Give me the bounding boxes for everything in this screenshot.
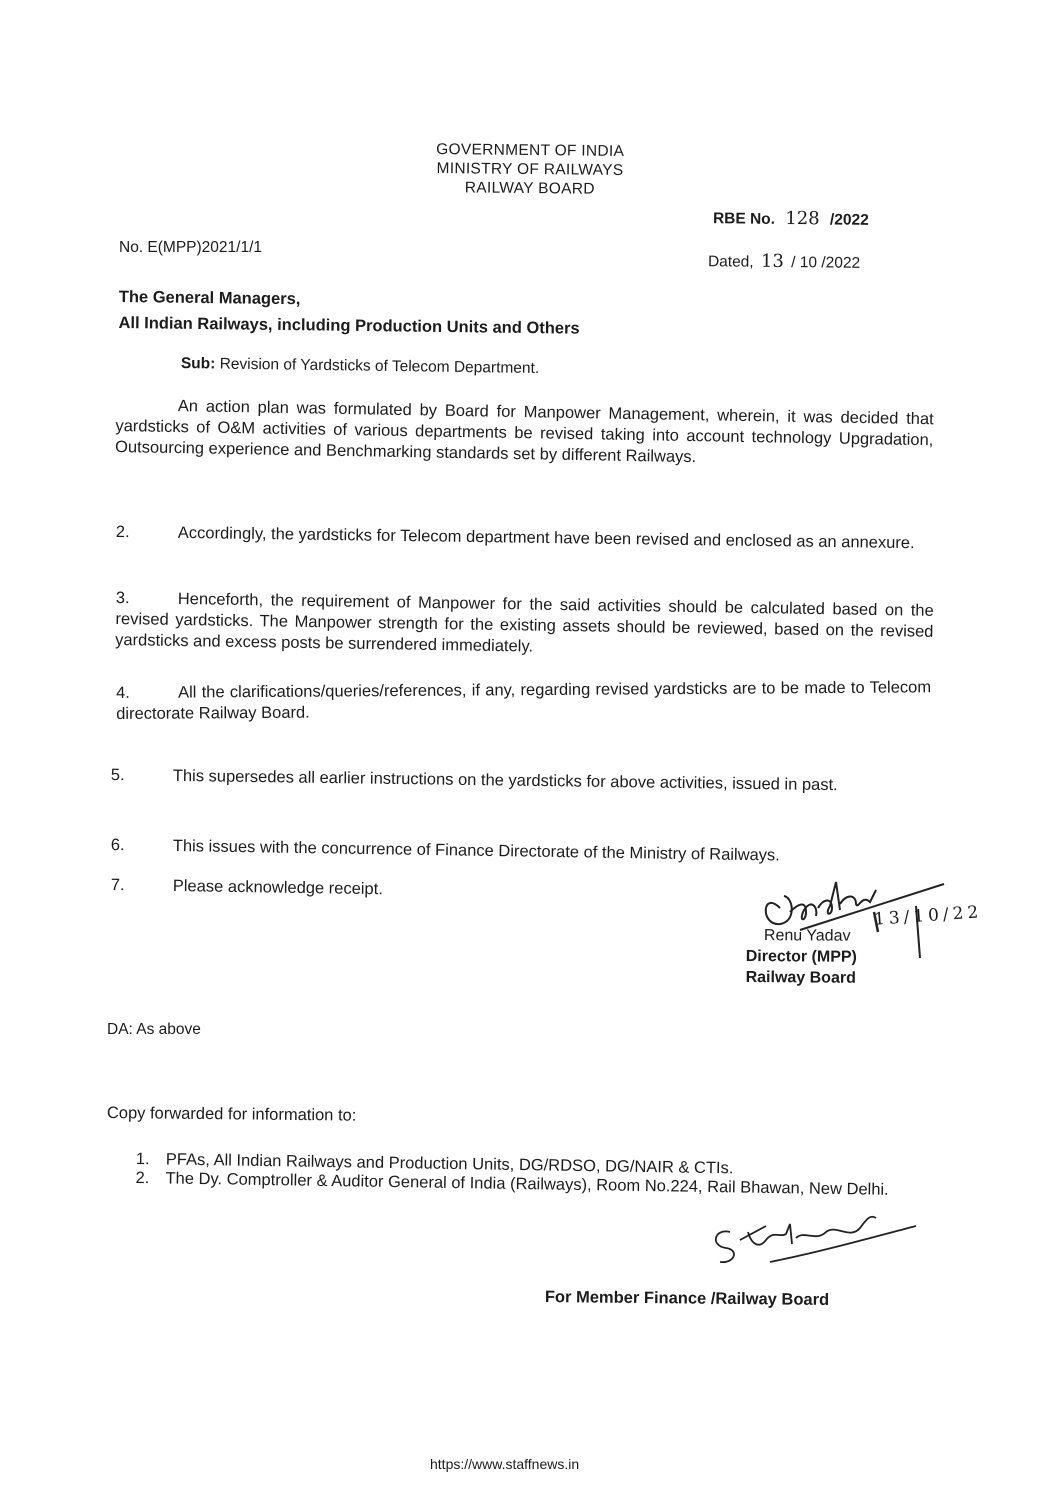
ministry-line: MINISTRY OF RAILWAYS [436,160,624,179]
signature-date: 13/10/22 [873,902,983,930]
rbe-suffix: /2022 [829,211,869,229]
paragraph-number: 5. [110,765,125,785]
copy-item-number: 2. [135,1168,150,1188]
rbe-handwritten-number: 128 [785,207,820,230]
rbe-prefix: RBE No. [712,210,776,228]
paragraph-number: 7. [110,875,125,895]
paragraph-text: This supersedes all earlier instructions on the yardsticks for above activities, issued in past. [172,766,838,795]
copy-item-number: 1. [135,1150,150,1169]
paragraph-5 [110,765,928,820]
date-prefix: Dated, [707,253,754,271]
paragraph-text: Please acknowledge receipt. [172,876,383,899]
paragraph-text: Henceforth, the requirement of Manpower for the said activities should be calculated based on the revised yardsticks. The Manpower strength for the existing assets should be reviewed, based on the revised yardsticks and excess posts be surrendered immediately. [115,589,934,656]
subject [181,355,540,378]
paragraph-text: All the clarifications/queries/references, if any, regarding revised yardsticks are to be made to Telecom directorate Railway Board. [116,678,932,723]
rbe-number [713,207,869,230]
paragraph-3 [115,588,934,667]
letterhead [380,139,681,199]
paragraph-4 [116,677,931,727]
board-line: RAILWAY BOARD [464,179,595,198]
paragraph-7 [111,875,511,903]
paragraph-text: An action plan was formulated by Board for Manpower Management, wherein, it was decided that yardsticks of O&M activities of various departments be revised taking into account technology Upgradation, Outsourcing experience and Benchmarking standards set by different Railways. [114,397,934,467]
letter-date [708,250,860,273]
signatory-designation: Director (MPP) [745,947,857,966]
finance-signature [700,1202,930,1272]
paragraph-2 [115,522,934,577]
addressee-line-1: The General Managers, [118,287,301,309]
date-handwritten-day: 13 [760,250,785,272]
copy-list [135,1150,925,1200]
paragraph-6 [111,835,901,869]
subject-label: Sub: [180,355,216,373]
signatory-name: Renu Yadav [763,927,851,945]
govt-line: GOVERNMENT OF INDIA [436,141,625,160]
enclosure-note: DA: As above [107,1021,201,1038]
copy-item-text: The Dy. Comptroller & Auditor General of India (Railways), Room No.224, Rail Bhawan, New Delhi. [165,1169,889,1199]
copy-heading: Copy forwarded for information to: [106,1104,357,1125]
addressee-line-2: All Indian Railways, including Production Units and Others [118,313,580,338]
finance-signatory: For Member Finance /Railway Board [544,1288,830,1309]
paragraph-number: 4. [116,683,130,702]
footer-url: https://www.staffnews.in [430,1456,580,1472]
paragraph-number: 2. [115,522,130,542]
paragraph-1 [115,395,934,472]
date-rest: / 10 /2022 [791,254,861,272]
file-number: No. E(MPP)2021/1/1 [119,239,263,256]
signatory-block [746,925,858,989]
paragraph-number: 6. [110,835,125,855]
subject-text: Revision of Yardsticks of Telecom Department. [219,355,540,378]
paragraph-text: Accordingly, the yardsticks for Telecom department have been revised and enclosed as an annexure. [177,523,915,553]
signatory-office: Railway Board [745,968,856,987]
paragraph-number: 3. [115,588,130,608]
addressee [118,284,580,342]
copy-item-text: PFAs, All Indian Railways and Production Units, DG/RDSO, DG/NAIR & CTIs. [165,1150,734,1178]
paragraph-text: This issues with the concurrence of Finance Directorate of the Ministry of Railways. [172,836,780,865]
